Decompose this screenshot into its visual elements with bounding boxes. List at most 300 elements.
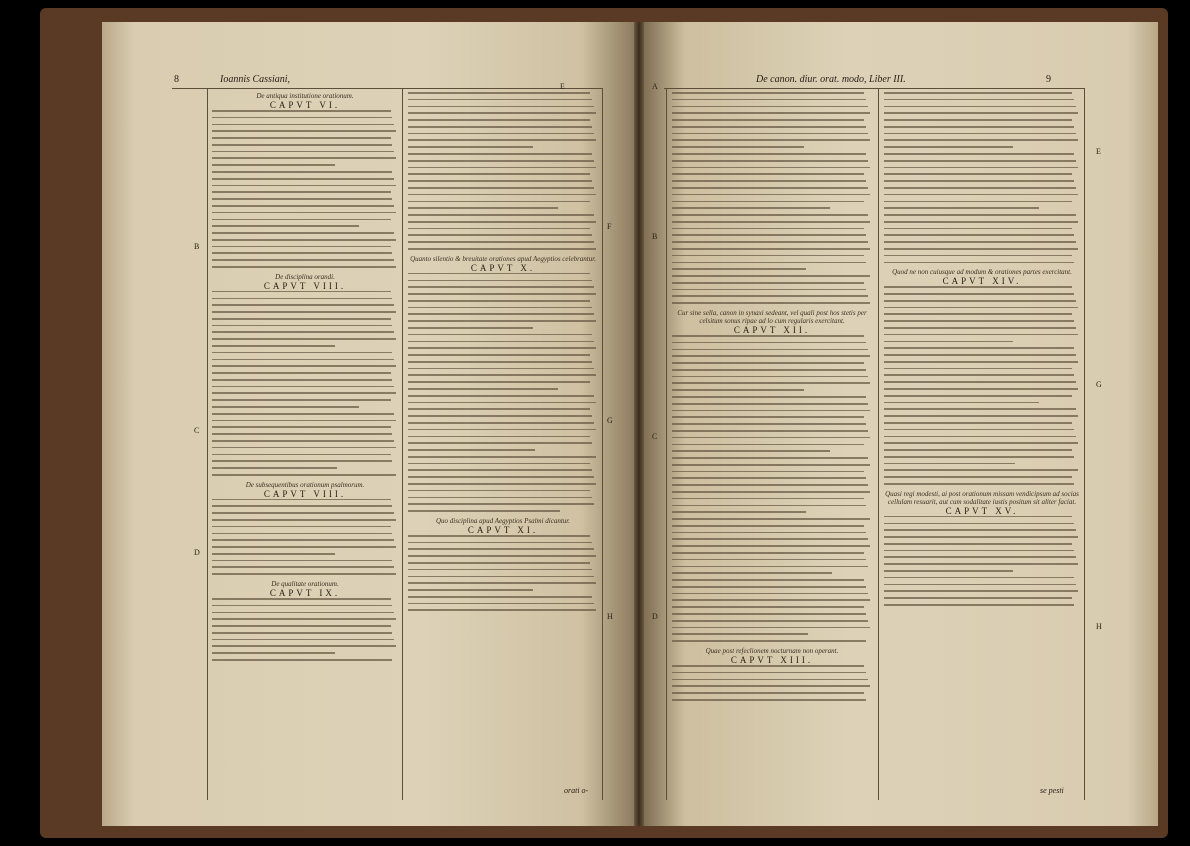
text-line [212, 331, 394, 333]
text-line [408, 548, 594, 550]
section-heading: Cur sine sella, canon in synaxi sedeant, vel quali post hos stetis per celsitum sonus ripae ad lo cum regularis exercitant. [677, 309, 867, 325]
text-line [408, 221, 596, 223]
text-line [212, 171, 392, 173]
text-line [212, 185, 396, 187]
text-line [672, 505, 866, 507]
text-line [212, 338, 396, 340]
text-line [672, 679, 868, 681]
text-line [408, 180, 592, 182]
text-line [884, 597, 1072, 599]
text-line [672, 119, 864, 121]
text-line [212, 157, 396, 159]
text-line [884, 422, 1072, 424]
text-line [884, 139, 1078, 141]
text-line [408, 99, 592, 101]
text-line [884, 374, 1074, 376]
text-line [884, 327, 1076, 329]
text-line [212, 239, 396, 241]
text-line [672, 593, 868, 595]
text-line [212, 499, 391, 501]
top-rule [172, 88, 602, 89]
text-line [408, 589, 533, 591]
text-line [212, 598, 391, 600]
text-line [408, 228, 590, 230]
text-line [672, 586, 866, 588]
text-line [672, 355, 870, 357]
chapter-heading: CAPVT X. [470, 262, 536, 273]
text-line [672, 552, 864, 554]
text-line [672, 532, 866, 534]
text-line [408, 476, 594, 478]
margin-letter: B [194, 242, 200, 251]
text-line [212, 198, 392, 200]
text-line [408, 510, 560, 512]
text-line [884, 92, 1072, 94]
text-line [884, 313, 1072, 315]
text-line [408, 368, 594, 370]
margin-letter: D [652, 612, 658, 621]
text-line [672, 545, 870, 547]
text-line [672, 498, 864, 500]
right-page [644, 22, 1158, 826]
text-line [408, 436, 590, 438]
text-line [672, 640, 866, 642]
chapter-heading: CAPVT XIV. [942, 276, 1022, 287]
text-line [672, 289, 866, 291]
text-line [884, 543, 1072, 545]
text-line [408, 313, 594, 315]
section-heading: Quasi regi modesti, ai post orationum missam vendicipsum ad socias cellulam resuarit, aut cum sodalitate iustis positum sit aliter faciat. [885, 489, 1079, 506]
text-line [212, 553, 335, 555]
text-line [212, 467, 337, 469]
text-line [884, 187, 1076, 189]
text-line [672, 255, 864, 257]
chapter-heading: CAPVT VIII. [263, 280, 347, 291]
text-line [884, 516, 1072, 518]
text-line [408, 112, 596, 114]
text-line [884, 286, 1072, 288]
text-line [884, 476, 1072, 478]
text-line [884, 415, 1078, 417]
body-text [672, 335, 872, 642]
text-line [408, 469, 592, 471]
text-line [408, 449, 535, 451]
margin-letter: E [1096, 147, 1101, 156]
text-line [672, 559, 866, 561]
text-line [672, 579, 864, 581]
text-line [884, 112, 1078, 114]
text-line [884, 293, 1074, 295]
text-line [408, 92, 590, 94]
margin-letter: G [607, 416, 613, 425]
text-line [408, 234, 592, 236]
text-line [672, 112, 870, 114]
body-text [884, 516, 1080, 606]
text-line [672, 106, 868, 108]
text-line [884, 228, 1072, 230]
text-line [408, 153, 592, 155]
text-line [672, 92, 864, 94]
text-line [212, 406, 359, 408]
text-line [672, 342, 866, 344]
text-line [212, 379, 392, 381]
running-head-left: Ioannis Cassiani, [220, 74, 291, 85]
text-line [672, 613, 866, 615]
text-line [408, 327, 533, 329]
text-line [408, 320, 596, 322]
body-text [408, 92, 598, 250]
text-line [884, 153, 1074, 155]
body-text [408, 535, 598, 611]
body-text [212, 598, 398, 661]
text-line [672, 268, 806, 270]
text-line [408, 576, 594, 578]
text-line [408, 300, 590, 302]
text-line [212, 386, 394, 388]
text-line [212, 560, 392, 562]
running-head-right: De canon. diur. orat. modo, Liber III. [756, 74, 906, 85]
text-line [408, 402, 596, 404]
text-line [884, 469, 1078, 471]
text-line [408, 582, 596, 584]
text-line [884, 354, 1076, 356]
body-text [212, 291, 398, 476]
text-line [672, 457, 868, 459]
text-line [408, 347, 596, 349]
text-line [212, 259, 394, 261]
chapter-heading: CAPVT XI. [467, 524, 539, 535]
body-text [212, 499, 398, 575]
text-line [884, 146, 1013, 148]
chapter-heading: CAPVT XV. [945, 505, 1019, 516]
text-line [408, 341, 594, 343]
text-line [884, 334, 1078, 336]
text-line [672, 146, 804, 148]
text-line [408, 354, 590, 356]
text-line [212, 311, 396, 313]
chapter-heading: CAPVT XIII. [730, 654, 814, 665]
text-line [212, 232, 394, 234]
text-line [672, 207, 830, 209]
text-line [408, 422, 594, 424]
text-line [884, 347, 1074, 349]
text-line [672, 396, 866, 398]
text-line [408, 596, 592, 598]
text-line [212, 117, 392, 119]
section-heading: Quod ne non cuiusque ad modum & orationes partes exercitant. [892, 268, 1072, 277]
text-line [884, 255, 1072, 257]
text-line [408, 126, 592, 128]
text-line [884, 395, 1072, 397]
text-line [884, 106, 1076, 108]
text-line [672, 627, 870, 629]
text-line [884, 99, 1074, 101]
text-line [672, 606, 864, 608]
margin-letter: C [652, 432, 658, 441]
text-line [212, 151, 394, 153]
body-text [884, 92, 1080, 263]
text-line [212, 440, 394, 442]
body-text [884, 286, 1080, 484]
text-line [408, 361, 592, 363]
text-line [408, 497, 592, 499]
text-line [212, 304, 394, 306]
text-line [672, 180, 866, 182]
text-line [884, 604, 1074, 606]
text-line [884, 442, 1078, 444]
text-line [884, 221, 1078, 223]
section-heading: De qualitate orationum. [271, 580, 339, 588]
text-line [884, 550, 1074, 552]
left-page [102, 22, 634, 826]
text-line [408, 334, 592, 336]
text-line [212, 639, 394, 641]
text-line [884, 536, 1078, 538]
text-line [884, 523, 1074, 525]
text-line [672, 187, 868, 189]
text-line [212, 618, 396, 620]
text-line [408, 490, 590, 492]
text-line [408, 562, 590, 564]
text-line [672, 349, 868, 351]
text-line [212, 246, 391, 248]
text-line [408, 286, 594, 288]
text-line [212, 178, 394, 180]
text-line [884, 368, 1072, 370]
text-line [408, 381, 590, 383]
text-line [408, 609, 596, 611]
text-line [884, 194, 1078, 196]
chapter-heading: CAPVT IX. [269, 588, 341, 598]
text-line [672, 173, 864, 175]
gutter [634, 22, 644, 826]
catchword-left: orati o- [564, 786, 589, 795]
text-line [672, 471, 864, 473]
text-line [212, 566, 394, 568]
text-line [884, 388, 1078, 390]
text-line [212, 291, 391, 293]
text-line [884, 456, 1074, 458]
margin-letter: F [607, 222, 612, 231]
page-number-right: 9 [1046, 74, 1051, 85]
text-line [212, 447, 396, 449]
text-line [212, 454, 391, 456]
text-line [408, 248, 596, 250]
text-line [672, 511, 806, 513]
text-line [884, 563, 1078, 565]
text-line [884, 429, 1074, 431]
section-heading: Quo disciplina apud Aegyptios Psalmi dicantur. [435, 516, 571, 525]
text-line [884, 381, 1076, 383]
text-line [212, 372, 391, 374]
text-line [884, 119, 1072, 121]
text-line [884, 307, 1078, 309]
text-line [884, 584, 1076, 586]
text-line [212, 539, 394, 541]
chapter-heading: CAPVT XII. [733, 325, 811, 335]
text-line [212, 110, 391, 112]
text-line [884, 133, 1076, 135]
text-line [672, 201, 864, 203]
text-line [672, 160, 868, 162]
text-line [212, 219, 391, 221]
text-line [212, 519, 396, 521]
body-text [672, 665, 872, 701]
text-line [672, 234, 866, 236]
text-line [672, 518, 870, 520]
text-line [212, 225, 359, 227]
text-line [408, 167, 596, 169]
text-line [884, 529, 1076, 531]
text-line [212, 474, 396, 476]
text-line [408, 273, 590, 275]
text-line [408, 106, 594, 108]
text-line [672, 335, 864, 337]
text-line [408, 503, 594, 505]
text-line [672, 464, 870, 466]
text-line [672, 282, 864, 284]
text-line [884, 402, 1039, 404]
text-line [672, 566, 868, 568]
text-line [884, 126, 1074, 128]
text-line [408, 307, 592, 309]
text-line [884, 577, 1074, 579]
text-line [212, 325, 392, 327]
text-line [672, 241, 868, 243]
right-column-2 [884, 92, 1080, 611]
text-line [884, 463, 1015, 465]
margin-rule [1084, 88, 1085, 800]
text-line [672, 376, 868, 378]
text-line [212, 266, 396, 268]
text-line [672, 139, 870, 141]
margin-rule [207, 88, 208, 800]
text-line [884, 570, 1013, 572]
text-line [212, 212, 396, 214]
text-line [672, 430, 868, 432]
text-line [672, 369, 866, 371]
text-line [408, 201, 590, 203]
chapter-heading: CAPVT VI. [269, 100, 341, 110]
text-line [672, 484, 868, 486]
text-line [212, 632, 392, 634]
column-rule [878, 88, 879, 800]
text-line [212, 392, 396, 394]
margin-letter: C [194, 426, 200, 435]
margin-letter: H [607, 612, 613, 621]
text-line [672, 491, 870, 493]
text-line [672, 167, 870, 169]
section-heading: De disciplina orandi. [275, 272, 335, 281]
text-line [212, 413, 394, 415]
text-line [212, 512, 394, 514]
text-line [212, 124, 394, 126]
text-line [672, 692, 864, 694]
text-line [672, 228, 864, 230]
text-line [408, 456, 596, 458]
text-line [408, 133, 594, 135]
text-line [672, 525, 864, 527]
text-line [408, 535, 590, 537]
text-line [884, 262, 1074, 264]
text-line [408, 374, 596, 376]
text-line [884, 207, 1039, 209]
margin-letter: A [652, 82, 658, 91]
text-line [212, 605, 392, 607]
column-rule [402, 88, 403, 800]
text-line [212, 130, 396, 132]
text-line [408, 194, 596, 196]
section-heading: De antiqua institutione orationum. [256, 92, 354, 100]
text-line [408, 395, 594, 397]
text-line [672, 302, 870, 304]
text-line [212, 365, 396, 367]
section-heading: Quanto silentio & breuitate orationes apud Aegyptios celebrantur. [410, 254, 596, 263]
text-line [212, 573, 396, 575]
text-line [212, 399, 391, 401]
text-line [408, 442, 592, 444]
text-line [408, 388, 558, 390]
left-column-2 [408, 92, 598, 616]
margin-letter: B [652, 232, 658, 241]
text-line [672, 665, 864, 667]
text-line [408, 293, 596, 295]
left-column-1 [212, 92, 398, 666]
text-line [212, 426, 391, 428]
text-line [672, 538, 868, 540]
page-number-left: 8 [174, 74, 179, 85]
text-line [672, 699, 866, 701]
text-line [672, 410, 870, 412]
text-line [884, 436, 1076, 438]
outer-rule [602, 88, 603, 800]
text-line [672, 221, 870, 223]
text-line [884, 173, 1072, 175]
right-column-1 [672, 92, 872, 706]
text-line [212, 533, 392, 535]
text-line [884, 556, 1076, 558]
text-line [408, 160, 594, 162]
text-line [212, 505, 392, 507]
text-line [672, 685, 870, 687]
text-line [212, 137, 391, 139]
text-line [408, 408, 590, 410]
text-line [672, 437, 870, 439]
text-line [212, 659, 392, 661]
text-line [672, 403, 868, 405]
text-line [884, 160, 1076, 162]
text-line [408, 280, 592, 282]
text-line [884, 590, 1078, 592]
margin-letter: D [194, 548, 200, 557]
text-line [672, 477, 866, 479]
text-line [672, 416, 864, 418]
text-line [672, 389, 804, 391]
text-line [212, 433, 392, 435]
text-line [884, 320, 1074, 322]
chapter-heading: CAPVT VIII. [263, 488, 347, 499]
text-line [212, 252, 392, 254]
text-line [672, 295, 868, 297]
text-line [212, 298, 392, 300]
text-line [408, 603, 594, 605]
text-line [884, 248, 1078, 250]
text-line [672, 153, 866, 155]
text-line [212, 318, 391, 320]
text-line [672, 126, 866, 128]
text-line [884, 180, 1074, 182]
body-text [212, 110, 398, 268]
